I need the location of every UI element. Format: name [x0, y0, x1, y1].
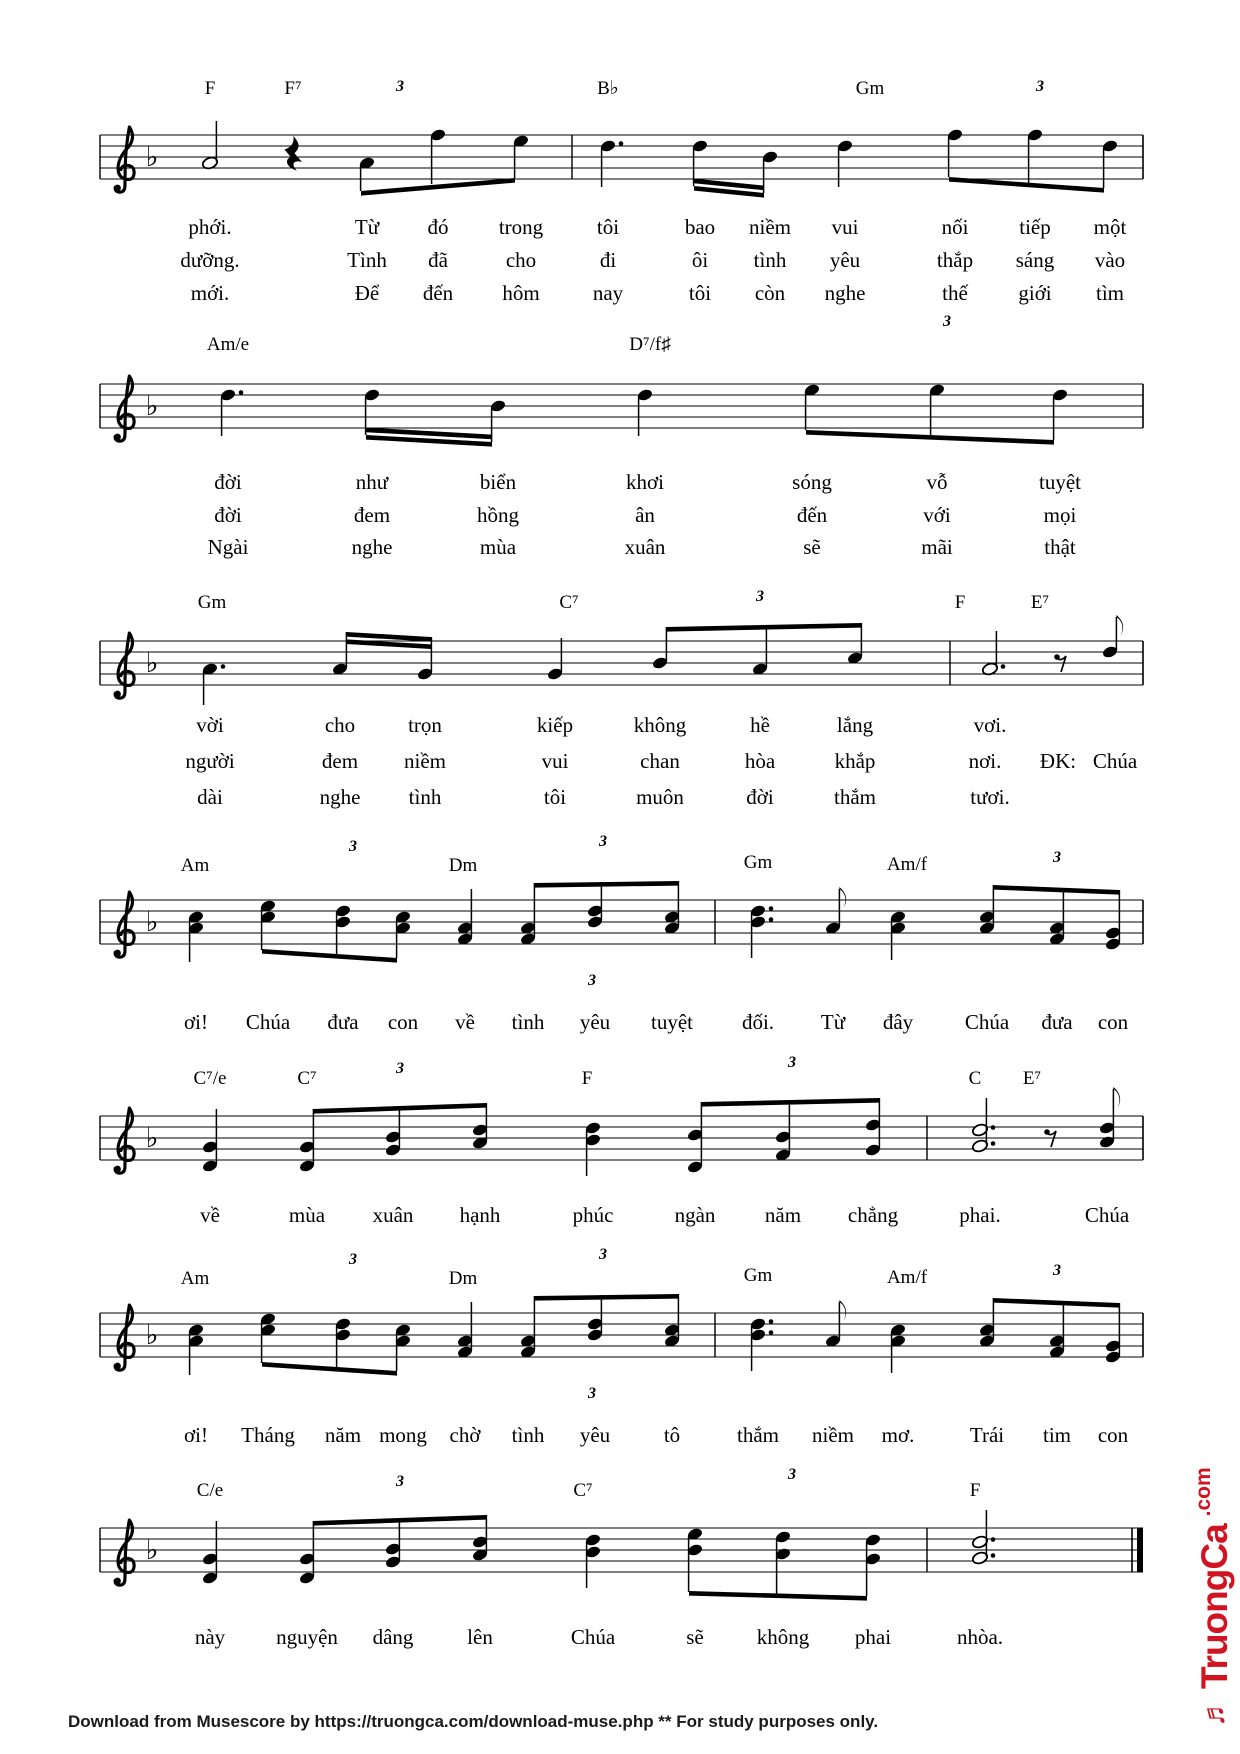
tuplet-number: 3	[588, 972, 596, 989]
chord-label: Am/f	[886, 1267, 928, 1288]
chord-label: F	[954, 592, 966, 613]
staff-system-1	[100, 78, 1143, 305]
note	[865, 1098, 882, 1157]
lyric-word: năm	[764, 1203, 802, 1227]
lyric-word: ân	[635, 503, 655, 527]
flat-sign: ♭	[145, 907, 159, 938]
note	[260, 899, 277, 950]
note	[547, 638, 564, 681]
lyric-word: mùa	[479, 535, 517, 559]
lyric-word: tim	[1042, 1423, 1072, 1447]
eighth-flag	[839, 887, 846, 908]
beam	[262, 949, 397, 963]
lyric-word: hạnh	[459, 1203, 501, 1227]
chord-label: C/e	[196, 1480, 224, 1501]
lyric-word: nhòa.	[956, 1625, 1004, 1649]
lyric-word: Chúa	[1084, 1203, 1130, 1227]
note	[585, 1533, 602, 1588]
staff-system-3	[100, 588, 1143, 809]
tuplet-number: 3	[349, 838, 357, 855]
beam	[666, 623, 861, 632]
lyric-word: đến	[422, 281, 454, 305]
lyric-word: Chúa	[1092, 749, 1138, 773]
tuplet-number: 3	[756, 588, 764, 605]
note	[202, 1109, 219, 1173]
watermark-brand: TruongCa	[1194, 1524, 1235, 1689]
treble-clef-icon	[115, 1305, 134, 1370]
lyric-word: đời	[214, 503, 242, 527]
augmentation-dot	[991, 1141, 996, 1146]
flat-sign: ♭	[145, 1320, 159, 1351]
lyric-word: tôi	[543, 785, 567, 809]
note	[837, 139, 854, 187]
lyric-word: ôi	[691, 248, 709, 272]
lyric-word: tôi	[688, 281, 712, 305]
treble-clef-dot	[114, 950, 121, 957]
treble-clef-dot	[114, 691, 121, 698]
lyric-word: phúc	[572, 1203, 614, 1227]
chord-label: Gm	[743, 852, 773, 873]
note	[520, 1296, 537, 1359]
lyric-word: biển	[479, 470, 517, 494]
lyric-word: nghe	[351, 535, 393, 559]
lyric-word: sóng	[792, 470, 832, 494]
chord-label: Gm	[197, 592, 227, 613]
augmentation-dot	[991, 1125, 996, 1130]
note	[202, 1521, 219, 1585]
lyric-word: hề	[750, 713, 770, 737]
lyric-word: đối.	[741, 1010, 775, 1034]
staff-system-5	[100, 1054, 1143, 1227]
note	[202, 662, 226, 705]
chord-label: F	[969, 1480, 981, 1501]
lyric-word: nơi.	[968, 749, 1002, 773]
chord-label: Gm	[743, 1265, 773, 1286]
tuplet-number: 3	[396, 1060, 404, 1077]
note	[890, 1323, 907, 1373]
lyric-word: Tháng	[241, 1423, 295, 1447]
watermark	[1186, 1435, 1240, 1727]
note	[775, 1100, 792, 1162]
lyric-word: Để	[354, 281, 380, 305]
beam	[534, 1294, 678, 1301]
augmentation-dot	[1001, 664, 1006, 669]
lyric-word: nghe	[824, 281, 866, 305]
note	[752, 625, 769, 676]
note	[762, 150, 779, 193]
note	[299, 1521, 316, 1585]
lyric-word: không	[756, 1625, 810, 1649]
lyric-word: vui	[831, 215, 859, 239]
lyric-word: muôn	[636, 785, 684, 809]
chord-label: Dm	[448, 1268, 478, 1289]
treble-clef-dot	[114, 1363, 121, 1370]
chord-label: Am/f	[886, 854, 928, 875]
note	[1099, 1087, 1121, 1149]
note	[750, 904, 774, 958]
lyric-word: Ngài	[207, 535, 249, 559]
lyric-word: tô	[663, 1423, 681, 1447]
lyric-word: xuân	[372, 1203, 414, 1227]
lyric-word: vào	[1094, 248, 1126, 272]
beam	[689, 1591, 867, 1601]
lyric-word: đi	[599, 248, 617, 272]
lyric-word: tươi.	[970, 785, 1010, 809]
beam	[262, 1362, 397, 1376]
lyric-word: vỗ	[926, 470, 948, 494]
augmentation-dot	[769, 1319, 774, 1324]
lyric-word: trọn	[408, 713, 442, 737]
chord-label: Am/e	[206, 334, 250, 355]
lyric-word: tình	[408, 785, 442, 809]
note	[188, 1323, 205, 1375]
note	[585, 1121, 602, 1176]
note	[1049, 1301, 1066, 1359]
lyric-word: tuyệt	[1039, 470, 1081, 494]
flat-sign: ♭	[145, 1123, 159, 1154]
note	[520, 883, 537, 946]
treble-clef-icon	[115, 127, 134, 192]
note	[385, 1106, 402, 1157]
lyric-word: vơi.	[973, 713, 1007, 737]
augmentation-dot	[619, 141, 624, 146]
lyric-word: đây	[882, 1010, 914, 1034]
augmentation-dot	[769, 917, 774, 922]
note	[1027, 128, 1044, 183]
lyric-word: Chúa	[964, 1010, 1010, 1034]
lyric-word: Từ	[354, 215, 380, 239]
lyric-word: mùa	[288, 1203, 326, 1227]
lyric-word: nối	[941, 215, 969, 239]
chord-label: Dm	[448, 855, 478, 876]
tuplet-number: 3	[788, 1054, 796, 1071]
note	[971, 1098, 995, 1153]
note	[587, 1295, 604, 1342]
lyric-word: sáng	[1015, 248, 1055, 272]
tuplet-number: 3	[599, 833, 607, 850]
treble-clef-dot	[114, 434, 121, 441]
lyric-word: sẽ	[686, 1625, 704, 1649]
beam	[993, 1298, 1119, 1308]
note	[490, 399, 507, 442]
lyric-word: đưa	[1041, 1010, 1073, 1034]
lyric-word: thắm	[834, 785, 876, 809]
lyric-word: không	[633, 713, 687, 737]
lyric-word: xuân	[624, 535, 666, 559]
augmentation-dot	[221, 664, 226, 669]
chord-label: F⁷	[284, 78, 302, 99]
lyric-word: nguyện	[276, 1625, 338, 1649]
note	[335, 904, 352, 954]
lyric-word: đã	[428, 248, 448, 272]
chord-label: C⁷/e	[193, 1068, 227, 1089]
note	[890, 910, 907, 960]
note	[1105, 890, 1122, 951]
lyric-word: hôm	[502, 281, 540, 305]
augmentation-dot	[239, 390, 244, 395]
lyric-word: khắp	[834, 749, 876, 773]
lyric-word: ơi!	[184, 1010, 208, 1034]
note	[457, 889, 474, 946]
note	[979, 885, 996, 935]
note	[587, 882, 604, 929]
note	[1049, 888, 1066, 946]
augmentation-dot	[769, 1330, 774, 1335]
note	[847, 623, 864, 665]
lyric-word: niềm	[404, 749, 446, 773]
note	[395, 1323, 412, 1371]
lyric-word: đó	[427, 215, 449, 239]
note	[971, 1510, 995, 1565]
tuplet-number: 3	[396, 78, 404, 95]
watermark-tld: .com	[1192, 1467, 1215, 1517]
chord-label: Gm	[855, 78, 885, 99]
tuplet-number: 3	[349, 1251, 357, 1268]
lyric-word: Chúa	[570, 1625, 616, 1649]
lyric-word: con	[387, 1010, 419, 1034]
final-barline-thick	[1137, 1528, 1143, 1572]
staff-system-4	[100, 833, 1143, 1034]
chord-label: C⁷	[573, 1480, 593, 1501]
flat-sign: ♭	[145, 1535, 159, 1566]
augmentation-dot	[769, 906, 774, 911]
note	[1052, 388, 1069, 440]
lyric-word: đời	[746, 785, 774, 809]
lyric-word: nghe	[319, 785, 361, 809]
note	[299, 1109, 316, 1173]
lyric-word: phai.	[959, 1203, 1001, 1227]
beam	[361, 178, 515, 196]
lyric-word: vui	[541, 749, 569, 773]
tuplet-number: 3	[1053, 849, 1061, 866]
beam	[993, 885, 1119, 895]
lyric-word: Từ	[820, 1010, 846, 1034]
lyric-word: thắp	[936, 248, 974, 272]
quarter-rest	[285, 136, 303, 171]
lyric-word: ơi!	[184, 1423, 208, 1447]
note	[664, 1294, 681, 1348]
chord-label: F	[204, 78, 216, 99]
note	[1105, 1303, 1122, 1364]
beam	[534, 881, 678, 888]
flat-sign: ♭	[145, 142, 159, 173]
lyric-word: ngàn	[674, 1203, 716, 1227]
note	[335, 1317, 352, 1367]
treble-clef-icon	[115, 376, 134, 441]
footer-credit: Download from Musescore by https://truongca.com/download-muse.php ** For study purposes only.	[68, 1712, 879, 1731]
lyric-word: đem	[353, 503, 391, 527]
note	[430, 128, 447, 184]
lyric-word: với	[923, 503, 951, 527]
note	[687, 1527, 704, 1592]
note	[457, 1302, 474, 1359]
lyric-word: về	[200, 1203, 220, 1227]
chord-label: Am	[180, 1268, 210, 1289]
lyric-word: sẽ	[803, 535, 821, 559]
chord-label: F	[581, 1068, 593, 1089]
lyric-word: đưa	[327, 1010, 359, 1034]
lyric-word: niềm	[749, 215, 791, 239]
lyric-word: dưỡng.	[180, 248, 240, 272]
lyric-word: Chúa	[245, 1010, 291, 1034]
lyric-word: lắng	[836, 713, 874, 737]
note	[652, 627, 669, 670]
chord-label: C⁷	[559, 592, 579, 613]
flat-sign: ♭	[145, 648, 159, 679]
flat-sign: ♭	[145, 391, 159, 422]
tuplet-number: 3	[396, 1473, 404, 1490]
lyric-word: một	[1093, 215, 1127, 239]
note	[929, 383, 946, 435]
lyric-word: nay	[592, 281, 624, 305]
lyric-word: phai	[854, 1625, 892, 1649]
staff-system-7	[100, 1466, 1143, 1649]
note	[1102, 139, 1119, 188]
chord-label: C	[968, 1068, 982, 1089]
note	[865, 1533, 882, 1596]
treble-clef-icon	[115, 633, 134, 698]
chord-label: Am	[180, 855, 210, 876]
staff-system-2	[100, 313, 1143, 559]
eighth-flag	[1116, 615, 1123, 636]
lyric-word: thắm	[737, 1423, 779, 1447]
lyric-word: tình	[753, 248, 787, 272]
treble-clef-icon	[115, 892, 134, 957]
lyric-word: người	[185, 749, 235, 773]
lyric-word: năm	[324, 1423, 362, 1447]
note	[637, 388, 654, 436]
note	[947, 128, 964, 177]
lyric-word: lên	[467, 1625, 493, 1649]
lyric-word: tiếp	[1019, 215, 1051, 239]
treble-clef-dot	[114, 185, 121, 192]
tuplet-number: 3	[599, 1246, 607, 1263]
lyric-word: ĐK:	[1039, 749, 1077, 773]
lyric-word: cho	[324, 713, 356, 737]
lyric-word: thật	[1044, 535, 1076, 559]
note	[513, 134, 530, 178]
chord-label: E⁷	[1022, 1068, 1042, 1089]
tuplet-number: 3	[1053, 1262, 1061, 1279]
lyric-word: Trái	[969, 1423, 1005, 1447]
lyric-word: cho	[505, 248, 537, 272]
lyric-word: tình	[511, 1010, 545, 1034]
treble-clef-dot	[114, 1578, 121, 1585]
tuplet-number: 3	[1036, 78, 1044, 95]
lyric-word: tôi	[596, 215, 620, 239]
lyric-word: vời	[196, 713, 224, 737]
lyric-word: con	[1097, 1010, 1129, 1034]
staff-system-6	[100, 1246, 1143, 1447]
lyric-word: này	[194, 1625, 226, 1649]
note	[687, 1102, 704, 1174]
note	[332, 632, 349, 676]
lyric-word: kiếp	[536, 713, 574, 737]
lyric-word: chẳng	[847, 1203, 899, 1227]
note	[750, 1317, 774, 1371]
lyric-word: dâng	[372, 1625, 414, 1649]
chord-label: E⁷	[1030, 592, 1050, 613]
lyric-word: còn	[754, 281, 786, 305]
lyric-word: yêu	[579, 1010, 611, 1034]
note	[385, 1518, 402, 1569]
lyric-word: chờ	[449, 1423, 481, 1447]
chord-label: C⁷	[297, 1068, 317, 1089]
note	[395, 910, 412, 958]
lyric-word: đến	[796, 503, 828, 527]
lyric-word: về	[455, 1010, 475, 1034]
lyric-word: hòa	[744, 749, 776, 773]
note	[981, 631, 1005, 676]
note	[979, 1298, 996, 1348]
chord-label: D⁷/f♯	[629, 334, 671, 355]
note	[359, 156, 376, 191]
treble-clef-icon	[115, 1108, 134, 1173]
lyric-word: đời	[214, 470, 242, 494]
note	[664, 881, 681, 935]
lyric-word: Tình	[347, 248, 387, 272]
lyric-word: mơ.	[881, 1423, 915, 1447]
lyric-word: như	[355, 470, 389, 494]
lyric-word: hồng	[477, 503, 519, 527]
chord-label: B♭	[597, 78, 619, 99]
beamed-notes-icon: ♬	[1198, 1697, 1231, 1727]
lyric-word: con	[1097, 1423, 1129, 1447]
eighth-flag	[839, 1300, 846, 1321]
augmentation-dot	[991, 1537, 996, 1542]
eighth-flag	[1113, 1087, 1120, 1108]
lyric-word: thế	[942, 281, 968, 305]
lyric-word: yêu	[829, 248, 861, 272]
lyric-word: tuyệt	[651, 1010, 693, 1034]
note	[417, 637, 434, 681]
tuplet-number: 3	[943, 313, 951, 330]
lyric-word: dài	[197, 785, 223, 809]
lyric-word: mới.	[190, 281, 230, 305]
lyric-word: đem	[321, 749, 359, 773]
lyric-word: giới	[1018, 281, 1052, 305]
tuplet-number: 3	[788, 1466, 796, 1483]
augmentation-dot	[991, 1553, 996, 1558]
lyric-word: trong	[498, 215, 544, 239]
note	[188, 910, 205, 962]
lyric-word: niềm	[812, 1423, 854, 1447]
lyric-word: khơi	[626, 470, 664, 494]
lyric-word: yêu	[579, 1423, 611, 1447]
lyric-word: mong	[379, 1423, 427, 1447]
lyric-word: chan	[640, 749, 680, 773]
treble-clef-dot	[114, 1166, 121, 1173]
lyric-word: phới.	[188, 215, 232, 239]
note	[260, 1312, 277, 1363]
lyric-word: mọi	[1043, 503, 1077, 527]
lyric-word: tìm	[1095, 281, 1125, 305]
lyric-word: mãi	[921, 535, 953, 559]
lyric-word: bao	[684, 215, 716, 239]
tuplet-number: 3	[588, 1385, 596, 1402]
lyric-word: tình	[511, 1423, 545, 1447]
treble-clef-icon	[115, 1520, 134, 1585]
